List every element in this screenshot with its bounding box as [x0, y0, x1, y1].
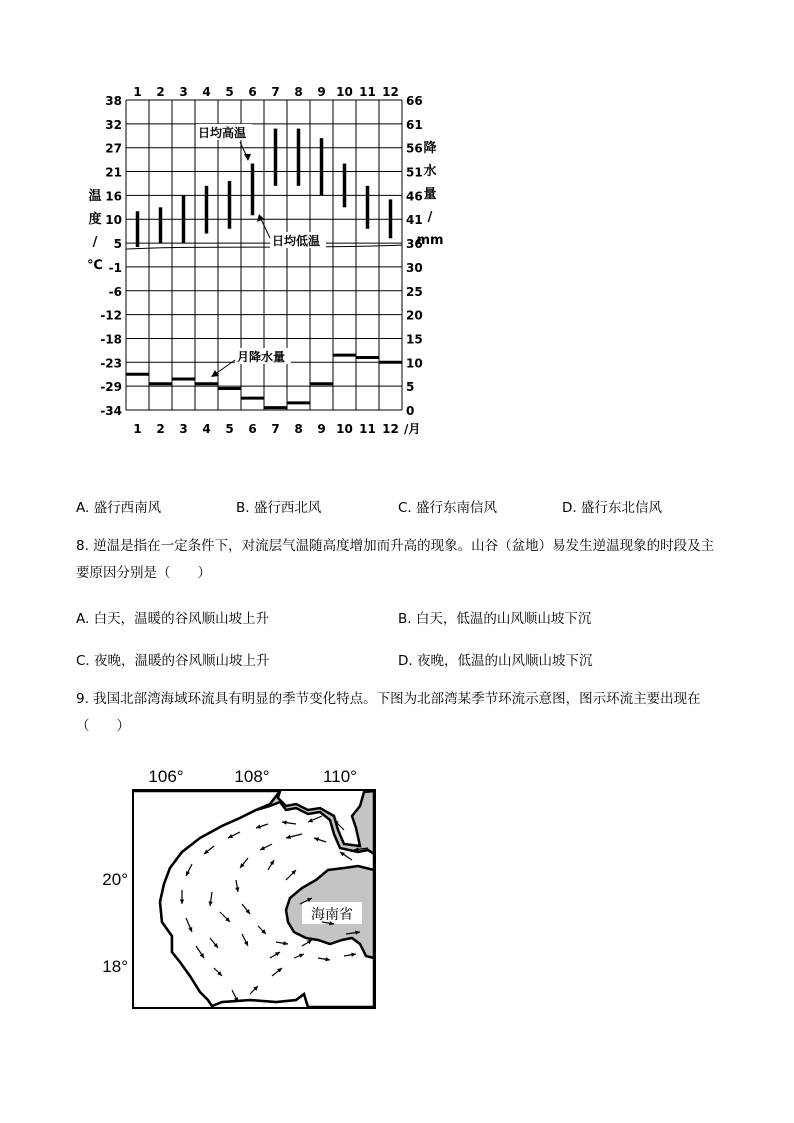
temp-tick-label: 10: [105, 213, 122, 228]
precip-axis-label-char: /: [427, 210, 433, 225]
temp-tick-label: -6: [108, 284, 122, 299]
month-top-label: 6: [248, 85, 257, 99]
precip-axis-label-char: 水: [423, 164, 437, 179]
month-bottom-label: 2: [156, 422, 165, 436]
month-bottom-label: 12: [382, 422, 399, 436]
gulf-map-svg: [90, 762, 390, 1014]
q9-stem: 9. 我国北部湾海域环流具有明显的季节变化特点。下图为北部湾某季节环流示意图，图示环流主要出现在（ ）: [76, 691, 701, 734]
month-top-label: 8: [294, 85, 303, 99]
lat-label-20: 20°: [102, 870, 128, 889]
lon-label-110: 110°: [323, 767, 357, 786]
q7-options: [76, 496, 736, 516]
month-bottom-label: 3: [179, 422, 188, 436]
precip-tick-label: 25: [406, 284, 423, 299]
q8-option-a[interactable]: A. 白天，温暖的谷风顺山坡上升: [76, 611, 270, 627]
month-bottom-label: 1: [133, 422, 142, 436]
q7-option-b[interactable]: B. 盛行西北风: [236, 500, 322, 516]
month-bottom-label: 4: [202, 422, 211, 436]
q7-option-a[interactable]: A. 盛行西南风: [76, 500, 162, 516]
precip-tick-label: 20: [406, 308, 423, 323]
temp-tick-label: 27: [105, 141, 122, 156]
month-top-label: 3: [179, 85, 188, 99]
climate-chart: [80, 82, 460, 442]
temp-tick-label: -12: [100, 308, 122, 323]
island-label: 海南省: [311, 906, 353, 922]
precip-axis-label-char: mm: [416, 233, 444, 248]
precip-tick-label: 10: [406, 356, 423, 371]
annotation-low-pointer: [260, 217, 270, 238]
temp-axis-label-char: /: [92, 235, 98, 250]
temp-tick-label: 21: [105, 165, 122, 180]
lon-label-106: 106°: [148, 767, 184, 786]
month-top-label: 10: [336, 85, 353, 99]
temp-tick-label: 16: [105, 189, 122, 204]
precip-tick-label: 56: [406, 141, 423, 156]
lon-label-108: 108°: [234, 767, 270, 786]
month-top-label: 5: [225, 85, 234, 99]
month-top-label: 12: [382, 85, 399, 99]
month-bottom-label: 10: [336, 422, 353, 436]
q8-option-b[interactable]: B. 白天，低温的山风顺山坡下沉: [398, 611, 592, 627]
temp-tick-label: -1: [108, 260, 122, 275]
temp-axis-label-char: ℃: [87, 258, 103, 273]
precip-tick-label: 36: [406, 237, 423, 252]
precip-tick-label: 61: [406, 117, 423, 132]
month-top-label: 9: [317, 85, 326, 99]
temp-tick-label: -29: [100, 380, 122, 395]
annotation-low-label: 日均低温: [272, 234, 321, 248]
annotation-low-arrowhead: [257, 214, 264, 222]
month-bottom-label: 7: [271, 422, 280, 436]
month-top-label: 1: [133, 85, 142, 99]
temp-axis-label-char: 温: [88, 189, 102, 204]
precip-tick-label: 51: [406, 165, 423, 180]
precip-axis-label-char: 量: [423, 187, 437, 202]
climate-chart-svg: [80, 82, 460, 442]
q8-option-c[interactable]: C. 夜晚，温暖的谷风顺山坡上升: [76, 653, 270, 669]
lat-label-18: 18°: [102, 957, 128, 976]
temp-tick-label: 38: [105, 94, 122, 108]
beibu-gulf-map: [90, 762, 390, 1014]
annotation-high-label: 日均高温: [198, 126, 247, 140]
q7-option-d[interactable]: D. 盛行东北信风: [562, 500, 662, 516]
annotation-precip-label: 月降水量: [237, 350, 286, 364]
precip-tick-label: 41: [406, 213, 423, 228]
month-top-label: 7: [271, 85, 280, 99]
month-top-label: 2: [156, 85, 165, 99]
month-unit-label: /月: [404, 422, 421, 436]
temp-tick-label: -34: [100, 404, 122, 418]
precip-tick-label: 15: [406, 332, 423, 347]
precip-tick-label: 0: [406, 404, 415, 418]
q8-stem: 8. 逆温是指在一定条件下，对流层气温随高度增加而升高的现象。山谷（盆地）易发生逆温现象的时段及主要原因分别是（ ）: [76, 538, 715, 581]
month-bottom-label: 9: [317, 422, 326, 436]
q8-options-row1: [76, 607, 736, 627]
month-bottom-label: 8: [294, 422, 303, 436]
precip-tick-label: 46: [406, 189, 423, 204]
month-top-label: 11: [359, 85, 376, 99]
month-bottom-label: 6: [248, 422, 257, 436]
q7-option-c[interactable]: C. 盛行东南信风: [398, 500, 498, 516]
precip-tick-label: 30: [406, 260, 423, 275]
month-bottom-label: 11: [359, 422, 376, 436]
q8-options-row2: [76, 649, 736, 669]
temp-axis-label-char: 度: [88, 212, 102, 227]
annotation-high-arrowhead: [244, 154, 251, 161]
precip-axis-label-char: 降: [423, 141, 437, 156]
precip-tick-label: 5: [406, 380, 415, 395]
month-bottom-label: 5: [225, 422, 234, 436]
temp-tick-label: -23: [100, 356, 122, 371]
month-top-label: 4: [202, 85, 211, 99]
temp-tick-label: 32: [105, 117, 122, 132]
temp-tick-label: -18: [100, 332, 122, 347]
precip-tick-label: 66: [406, 94, 423, 108]
temp-tick-label: 5: [113, 237, 122, 252]
q8-option-d[interactable]: D. 夜晚，低温的山风顺山坡下沉: [398, 653, 593, 669]
